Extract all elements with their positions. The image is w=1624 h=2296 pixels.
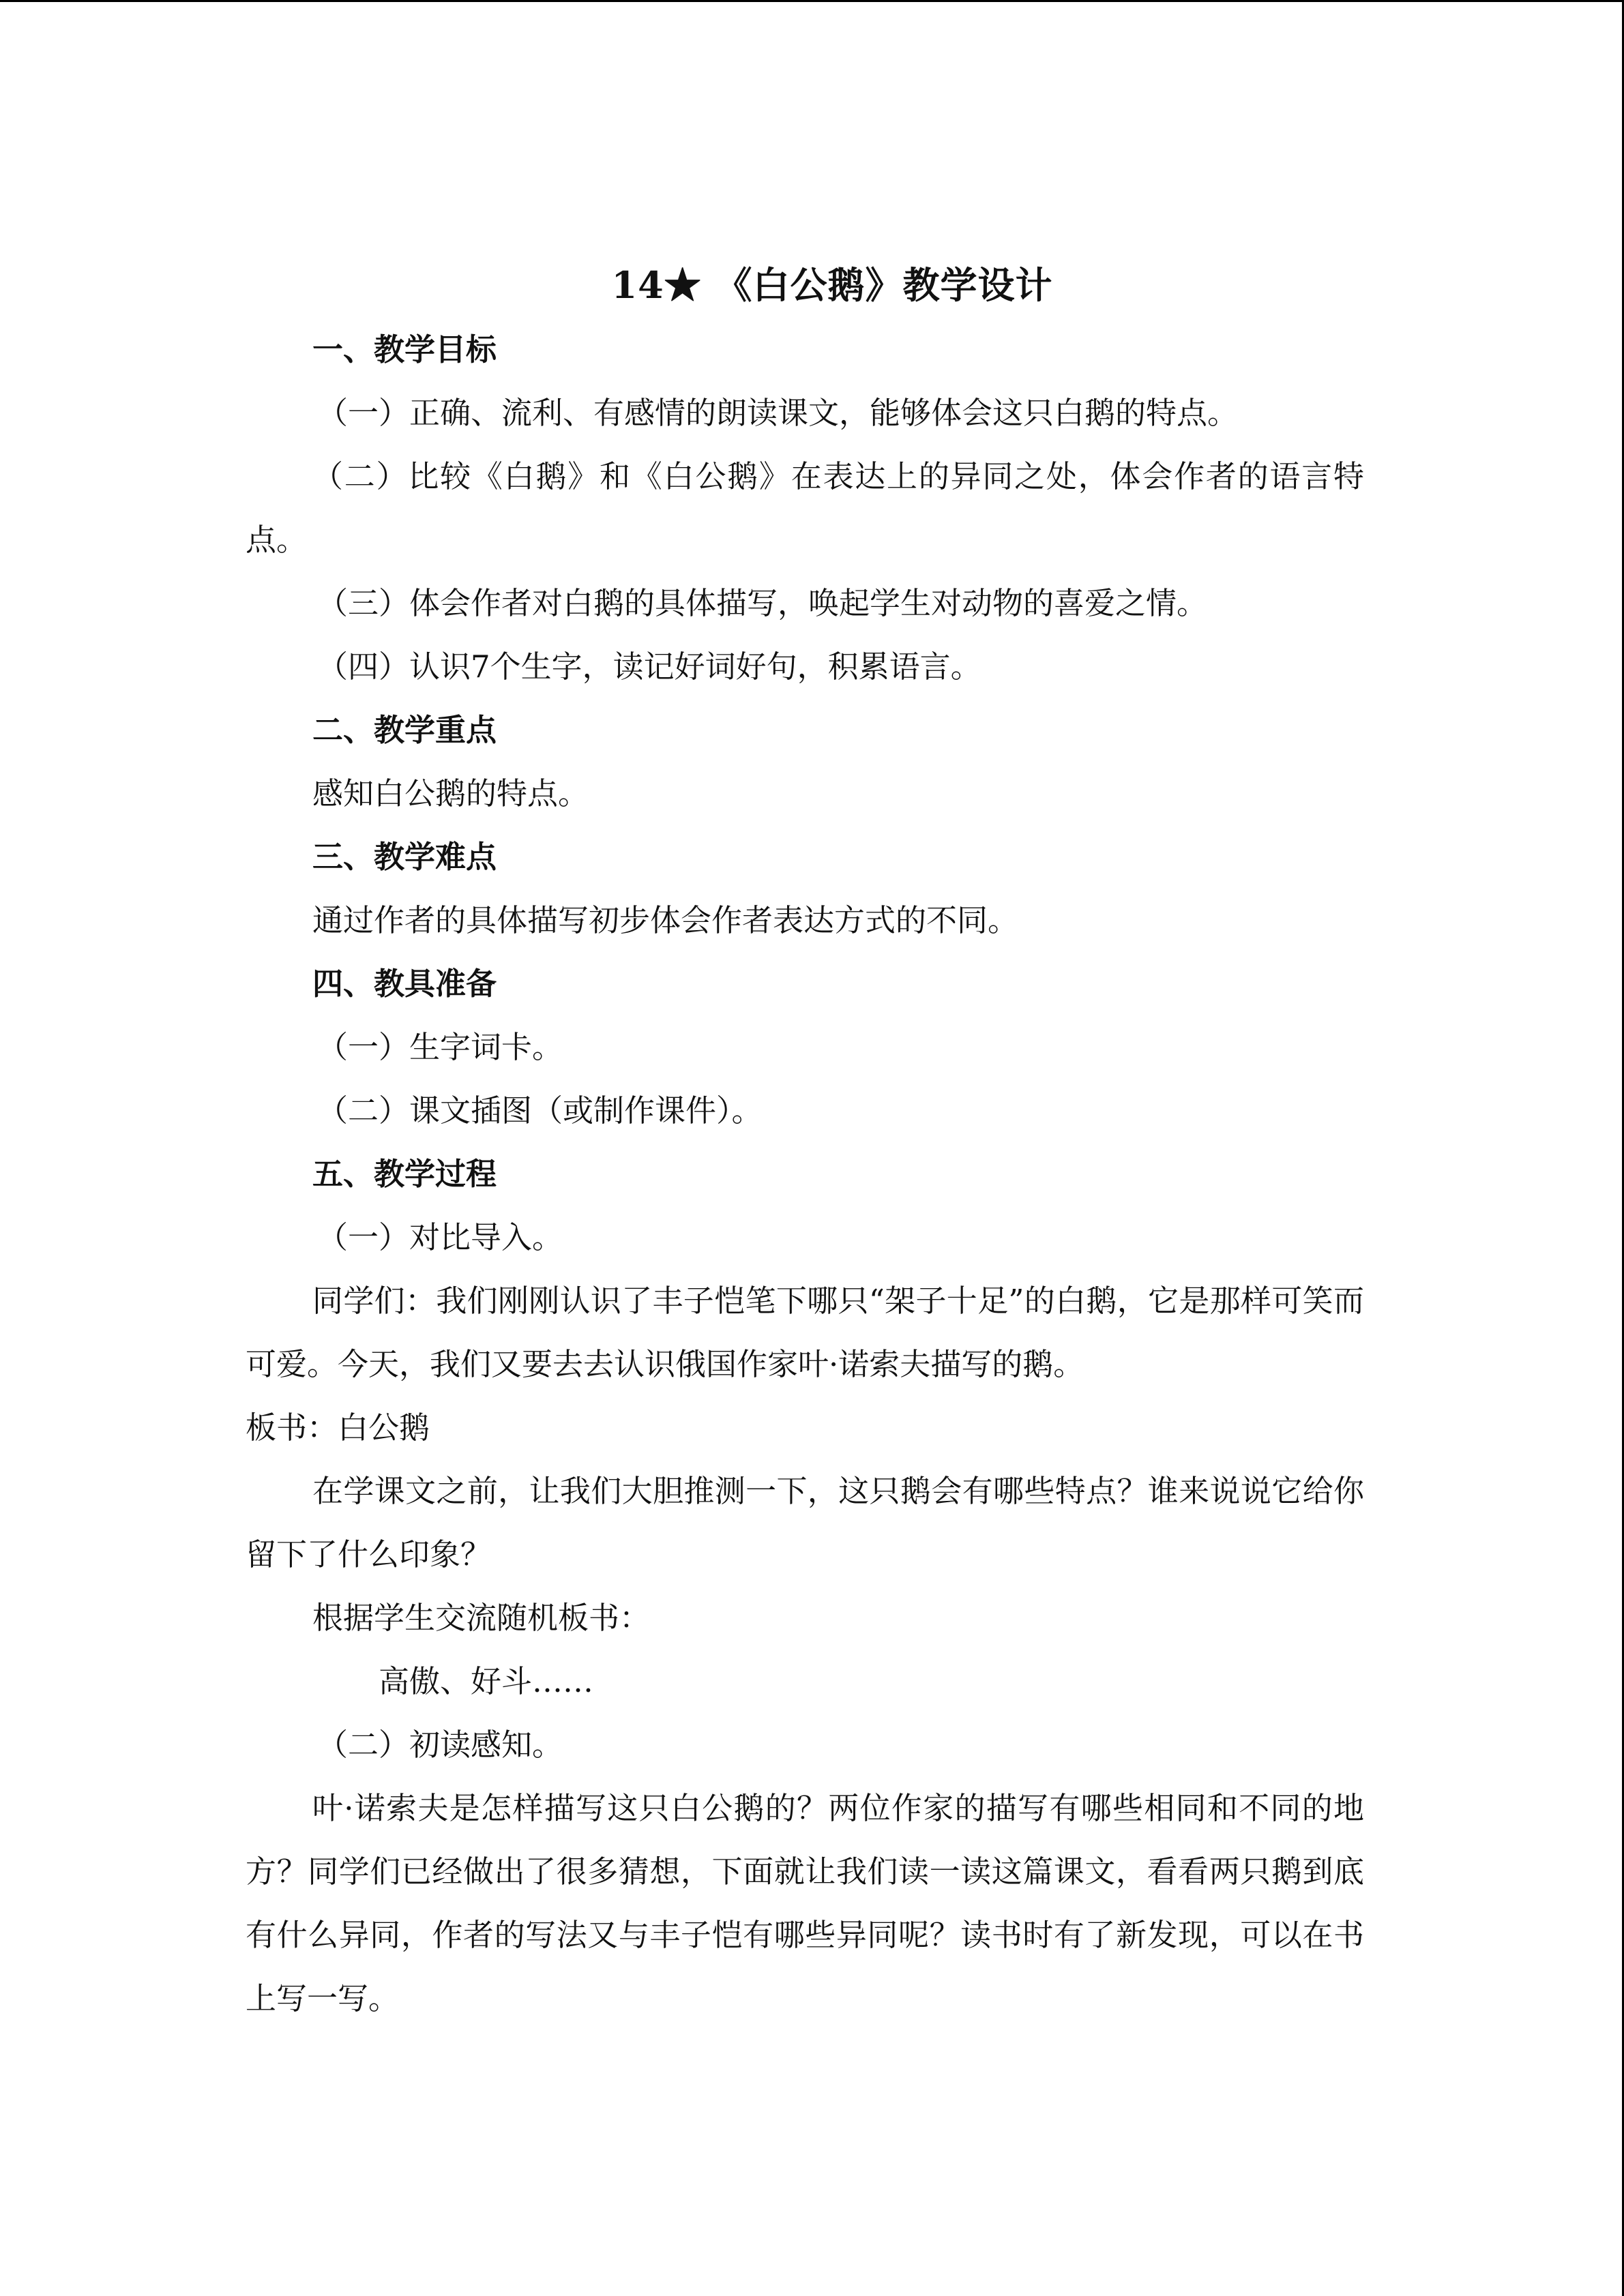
document-body [246,254,1364,2030]
key-points-text: 感知白公鹅的特点。 [312,775,589,811]
section-heading-difficulties: 三、教学难点 [312,839,497,875]
process-part2-paragraph-1: 叶·诺索夫是怎样描写这只白公鹅的？两位作家的描写有哪些相同和不同的地方？同学们已经做出了很多猜想，下面就让我们读一读这篇课文，看看两只鹅到底有什么异同，作者的写法又与丰子恺有哪些异同呢？读书时有了新发现，可以在书上写一写。 [246,1790,1364,2016]
objective-item-4: （四）认识7个生字，读记好词好句，积累语言。 [317,648,981,685]
objective-item-2: （二）比较《白鹅》和《白公鹅》在表达上的异同之处，体会作者的语言特点。 [246,458,1364,558]
process-part1-paragraph-1: 同学们：我们刚刚认识了丰子恺笔下哪只“架子十足”的白鹅，它是那样可笑而可爱。今天，我们又要去去认识俄国作家叶·诺索夫描写的鹅。 [246,1283,1364,1382]
materials-item-1: （一）生字词卡。 [317,1029,563,1065]
section-heading-objectives: 一、教学目标 [312,331,497,368]
process-part1-paragraph-2: 在学课文之前，让我们大胆推测一下，这只鹅会有哪些特点？谁来说说它给你留下了什么印象？ [246,1473,1364,1572]
process-part1-paragraph-3: 根据学生交流随机板书： [312,1600,651,1636]
process-part1-board-text: 高傲、好斗…… [379,1663,594,1699]
section-heading-key-points: 二、教学重点 [312,712,497,748]
document-title: 14★ 《白公鹅》教学设计 [611,263,1053,307]
section-heading-process: 五、教学过程 [312,1156,497,1192]
section-heading-materials: 四、教具准备 [312,966,497,1002]
materials-item-2: （二）课文插图（或制作课件）。 [317,1092,763,1129]
difficulties-text: 通过作者的具体描写初步体会作者表达方式的不同。 [312,902,1019,938]
board-label: 板书：白公鹅 [246,1410,430,1446]
objective-item-3: （三）体会作者对白鹅的具体描写，唤起学生对动物的喜爱之情。 [317,585,1208,621]
process-part1-title: （一）对比导入。 [317,1219,563,1255]
process-part2-title: （二）初读感知。 [317,1727,563,1763]
objective-item-1: （一）正确、流利、有感情的朗读课文，能够体会这只白鹅的特点。 [317,395,1239,431]
